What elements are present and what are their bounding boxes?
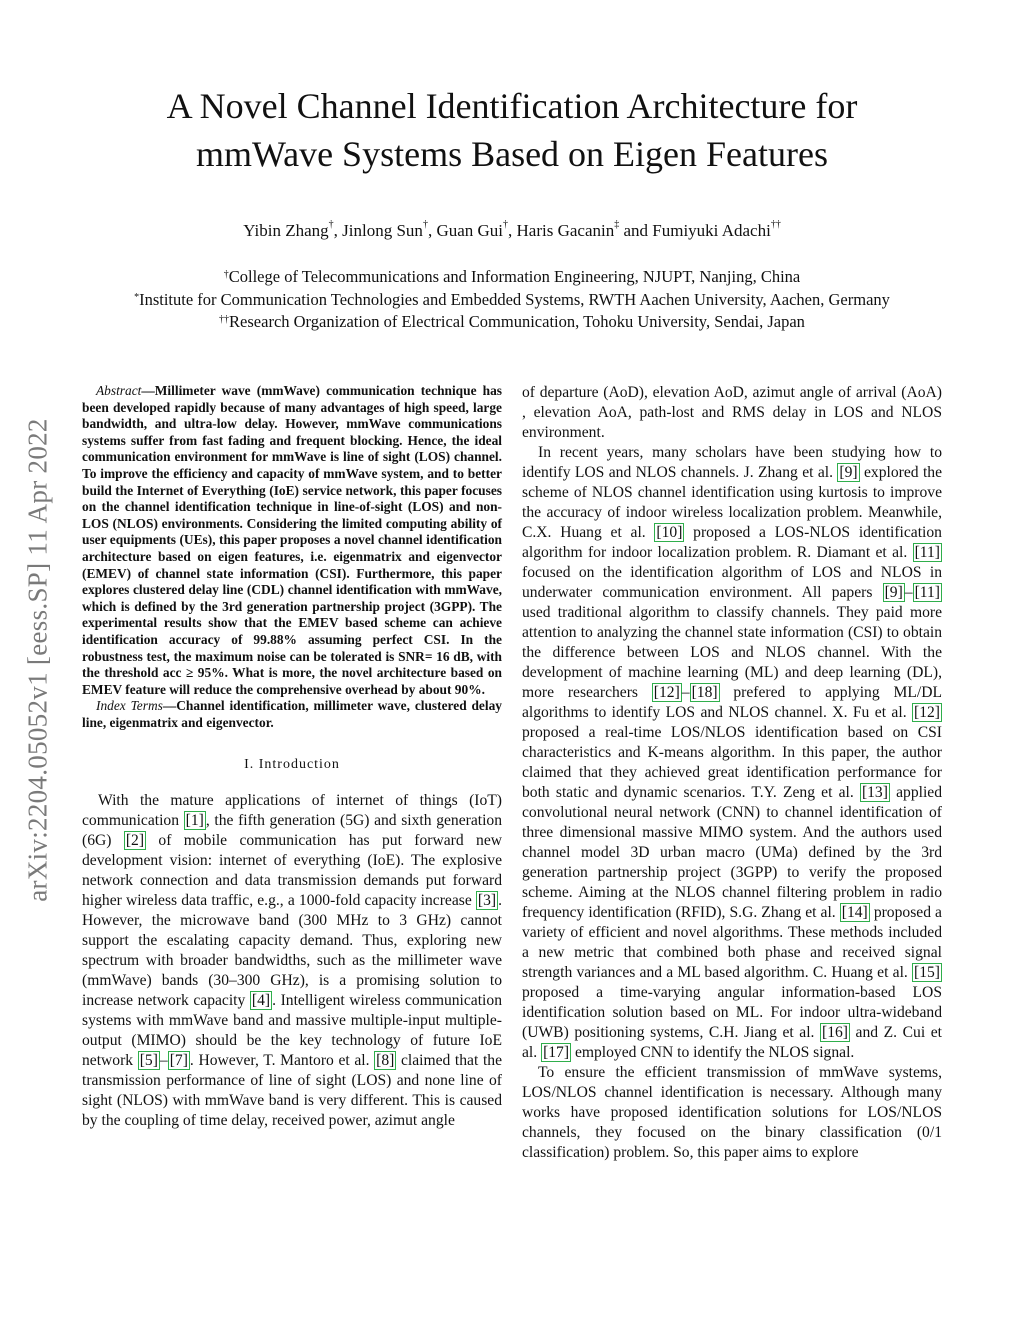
author-name: Fumiyuki Adachi — [652, 221, 771, 240]
intro-paragraph-continued: of departure (AoD), elevation AoD, azimut angle of arrival (AoA) , elevation AoA, path-lost and RMS delay in LOS and NLOS environment. — [522, 384, 942, 441]
citation-link[interactable]: [2] — [125, 832, 145, 850]
text-run: focused on the identification algorithm of LOS and NLOS in underwater communication environment. All papers — [522, 564, 942, 601]
author-name: Yibin Zhang — [243, 221, 329, 240]
citation-link[interactable]: [17] — [543, 1044, 570, 1061]
author-name: Guan Gui — [436, 221, 504, 240]
arxiv-identifier — [8, 350, 68, 970]
affiliation-line: *Institute for Communication Technologies and Embedded Systems, RWTH Aachen University, Aachen, Germany — [134, 289, 890, 309]
abstract-text: Millimeter wave (mmWave) communication technique has been developed rapidly because of many advantages of high speed, large bandwidth, and ultra-low delay. However, mmWave communications systems suffer from fast fading and frequent blocking. Hence, the ideal communication environment for mmWave is line of sight (LOS) channel. To improve the efficiency and capacity of mmWave system, and to better build the Internet of Everything (IoE) service network, this paper focuses on the channel identification technique in line-of-sight (LOS) and non-LOS (NLOS) environments. Considering the limited computing ability of user equipments (UEs), this paper proposes a novel channel identification architecture based on eigen features, i.e. eigenmatrix and eigenvector (EMEV) of channel state information (CSI). Furthermore, this paper explores clustered delay line (CDL) channel identification with mmWave, which is defined by the 3rd generation partnership project (3GPP). The experimental results show that the EMEV based scheme can achieve identification accuracy of 99.88% assuming perfect CSI. In the robustness test, the maximum noise can be tolerated is SNR= 16 dB, with the threshold acc ≥ 95%. What is more, the novel architecture based on EMEV feature will reduce the comprehensive overhead by about 90%. — [82, 383, 502, 697]
title-line-2: mmWave Systems Based on Eigen Features — [196, 134, 828, 174]
text-run: of mobile communication has put forward new development vision: internet of everything (IoE). The explosive network connection and data transmission demands put forward higher wireless data traffic, e.g., a 1000-fold capacity increase — [82, 832, 503, 910]
text-run: . Intelligent wireless communication systems with mmWave band and massive multiple-input multiple-output (MIMO) should be the key technology of future IoE network — [82, 992, 502, 1070]
citation-link[interactable]: [8] — [376, 1052, 395, 1070]
section-heading: I. Introduction — [244, 757, 340, 773]
intro-paragraph — [82, 791, 502, 1131]
citation-link[interactable]: [5] — [139, 1052, 158, 1070]
text-run: claimed that the transmission performance of line of sight (LOS) and none line of sight (NLOS) with mmWave band is very different. This is caused by the coupling of time delay, received power, azimut angle — [82, 1052, 502, 1130]
citation-link[interactable]: [13] — [861, 784, 888, 801]
affiliation-line: †College of Telecommunications and Information Engineering, NJUPT, Nanjing, China — [223, 267, 801, 286]
left-column — [82, 383, 502, 1131]
citation-link[interactable]: [9] — [884, 584, 903, 601]
citation-link[interactable]: [16] — [822, 1024, 848, 1041]
text-run: . However, the microwave band (300 MHz to 3 GHz) cannot support the escalating capacity demand. Thus, exploring new spectrum with broader bandwidths, such as the millimeter wave (mmWave) bands (30–300 GHz), is a promising solution to increase network capacity — [82, 892, 502, 1010]
affiliation-text: Institute for Communication Technologies and Embedded Systems, RWTH Aachen University, Aachen, Germany — [139, 289, 890, 309]
citation-link[interactable]: [14] — [841, 904, 868, 921]
text-run: proposed a variety of efficient and novel algorithms. These methods included a new metric that combined both phase and received signal strength variances and a ML based algorithm. C. Huang et al. — [522, 904, 942, 981]
text-run: prefered to applying ML/DL algorithms to identify LOS and NLOS channel. X. Fu et al. — [522, 684, 942, 721]
text-run: – — [159, 1052, 168, 1070]
text-run: and Z. Cui et al. — [522, 1024, 942, 1061]
text-run: used traditional algorithm to classify channels. They paid more attention to analyzing the channel state information (CSI) to obtain the difference between LOS and NLOS channel. With the development of machine learning (ML) and deep learning (DL), more researchers — [522, 604, 942, 701]
citation-link[interactable]: [15] — [914, 964, 940, 981]
text-run: applied convolutional neural network (CNN) to channel identification of three dimensional massive MIMO system. And the authors used channel model 3D urban macro (UMa) defined by the 3rd generation partnership project (3GPP) to verify the proposed scheme. Aiming at the NLOS channel filtering problem in radio frequency identification (RFID), S.G. Zhang et al. — [522, 784, 942, 921]
affiliation-line: ††Research Organization of Electrical Communication, Tohoku University, Sendai, Japan — [219, 312, 805, 331]
citation-link[interactable]: [7] — [169, 1052, 188, 1070]
motivation-paragraph: To ensure the efficient transmission of mmWave systems, LOS/NLOS channel identification is necessary. Although many works have proposed identification solutions for LOS/NLOS channels, they focused on the binary classification (0/1 classification) problem. So, this paper aims to explore — [522, 1064, 942, 1161]
text-run: In recent years, many scholars have been studying how to identify LOS and NLOS channels. J. Zhang et al. — [522, 444, 942, 481]
citation-link[interactable]: [18] — [691, 684, 718, 701]
text-run: proposed a LOS-NLOS identification algorithm for indoor localization problem. R. Diamant et al. — [522, 524, 942, 561]
text-run: explored the scheme of NLOS channel identification using kurtosis to improve the accuracy of indoor wireless localization problem. Meanwhile, C.X. Huang et al. — [522, 464, 943, 541]
text-run: With the mature applications of internet of things (IoT) communication — [82, 792, 502, 830]
author-name: Haris Gacanin — [516, 221, 615, 240]
author-list: Yibin Zhang†, Jinlong Sun†, Guan Gui†, Haris Gacanin‡ and Fumiyuki Adachi†† — [243, 219, 781, 240]
text-run: proposed a real-time LOS/NLOS identification based on CSI characteristics and K-means algorithm. In this paper, the author claimed that they achieved great identification performance for both static and dynamic scenarios. T.Y. Zeng et al. — [522, 724, 942, 801]
abstract: Abstract—Millimeter wave (mmWave) communication technique has been developed rapidly because of many advantages of high speed, large bandwidth, and ultra-low delay. However, mmWave communications systems suffer from fast fading and frequent blocking. Hence, the ideal communication environment for mmWave is line of sight (LOS) channel. To improve the efficiency and capacity of mmWave system, and to better build the Internet of Everything (IoE) service network, this paper focuses on the channel identification technique in line-of-sight (LOS) and non-LOS (NLOS) environments. Considering the limited computing ability of user equipments (UEs), this paper proposes a novel channel identification architecture based on eigen features, i.e. eigenmatrix and eigenvector (EMEV) of channel state information (CSI). Furthermore, this paper explores clustered delay line (CDL) channel identification with mmWave, which is defined by the 3rd generation partnership project (3GPP). The experimental results show that the EMEV based scheme can achieve identification accuracy of 99.88% assuming perfect CSI. In the robustness test, the maximum noise can be tolerated is SNR= 16 dB, with the threshold acc ≥ 95%. What is more, the novel architecture based on EMEV feature will reduce the comprehensive overhead by about 90%. — [82, 383, 502, 697]
arxiv-id-text: arXiv:2204.05052v1 [eess.SP] 11 Apr 2022 — [22, 418, 53, 902]
author-name: Jinlong Sun — [342, 221, 423, 240]
text-run: proposed a time-varying angular information-based LOS identification solution based on ML. For indoor ultra-wideband (UWB) positioning systems, C.H. Jiang et al. — [522, 984, 942, 1041]
text-run: , the fifth generation (5G) and sixth generation (6G) — [82, 812, 503, 850]
title-line-1: A Novel Channel Identification Architecture for — [166, 86, 858, 126]
citation-link[interactable]: [1] — [185, 812, 204, 830]
citation-link[interactable]: [3] — [477, 892, 497, 910]
related-work-paragraph — [522, 443, 942, 1063]
text-run: employed CNN to identify the NLOS signal. — [571, 1044, 855, 1061]
index-terms-text: Channel identification, millimeter wave, clustered delay line, eigenmatrix and eigenvector. — [82, 698, 502, 730]
citation-link[interactable]: [12] — [914, 704, 940, 721]
citation-link[interactable]: [10] — [656, 524, 683, 541]
abstract-label: Abstract — [96, 383, 142, 398]
paper-title — [80, 82, 944, 178]
citation-link[interactable]: [4] — [251, 992, 271, 1010]
affiliation-text: College of Telecommunications and Information Engineering, NJUPT, Nanjing, China — [228, 267, 801, 286]
affiliations — [80, 266, 944, 334]
citation-link[interactable]: [12] — [653, 684, 680, 701]
citation-link[interactable]: [9] — [839, 464, 858, 481]
text-run: – — [904, 584, 913, 601]
index-terms-label: Index Terms — [96, 698, 163, 714]
text-run: . However, T. Mantoro et al. — [189, 1052, 375, 1070]
affiliation-text: Research Organization of Electrical Communication, Tohoku University, Sendai, Japan — [229, 312, 805, 331]
text-run: – — [681, 684, 690, 701]
index-terms: Index Terms—Channel identification, millimeter wave, clustered delay line, eigenmatrix and eigenvector. — [82, 698, 502, 730]
citation-link[interactable]: [11] — [914, 544, 940, 561]
citation-link[interactable]: [11] — [914, 584, 940, 601]
right-column — [522, 383, 942, 1163]
